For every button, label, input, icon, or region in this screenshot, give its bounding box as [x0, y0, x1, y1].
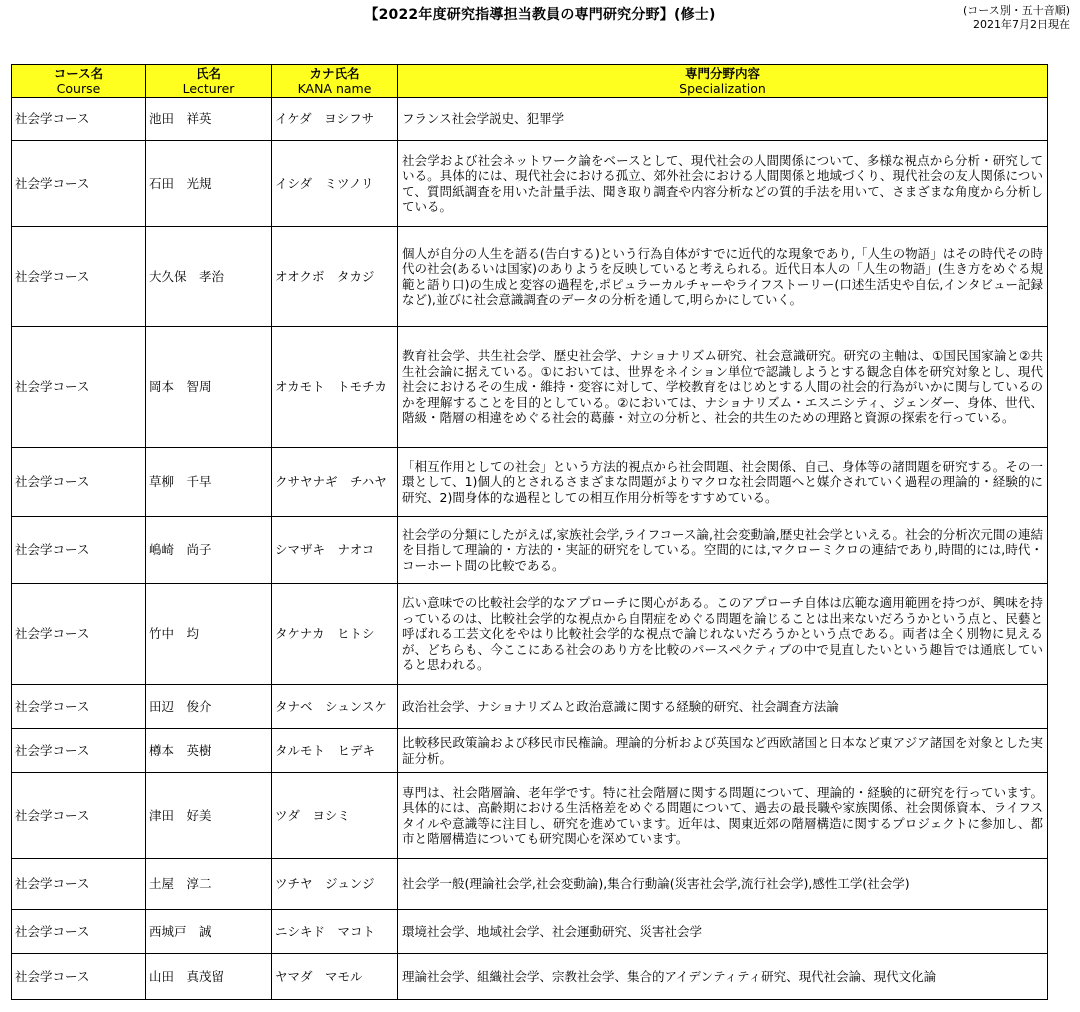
table-row — [12, 141, 1048, 227]
table-row — [12, 448, 1048, 517]
table-row — [12, 685, 1048, 729]
name-cell: 山田 真茂留 — [146, 954, 272, 1000]
course-cell: 社会学コース — [12, 910, 146, 954]
course-cell: 社会学コース — [12, 141, 146, 227]
course-cell: 社会学コース — [12, 448, 146, 517]
name-cell: 竹中 均 — [146, 584, 272, 685]
kana-cell: クサヤナギ チハヤ — [272, 448, 398, 517]
table-row — [12, 910, 1048, 954]
kana-cell: ニシキド マコト — [272, 910, 398, 954]
kana-cell: タナベ シュンスケ — [272, 685, 398, 729]
sort-note: (コース別・五十音順) — [962, 4, 1070, 17]
table-row — [12, 859, 1048, 910]
name-cell: 大久保 孝治 — [146, 227, 272, 327]
name-cell: 石田 光規 — [146, 141, 272, 227]
kana-cell: シマザキ ナオコ — [272, 517, 398, 584]
name-cell: 津田 好美 — [146, 773, 272, 859]
header-kana-ja: カナ氏名 — [309, 66, 360, 81]
spec-cell: フランス社会学説史、犯罪学 — [398, 98, 1048, 141]
table-row — [12, 227, 1048, 327]
kana-cell: オオクボ タカジ — [272, 227, 398, 327]
table-row — [12, 954, 1048, 1000]
page-title: 【2022年度研究指導担当教員の専門研究分野】(修士) — [364, 7, 716, 23]
table-row — [12, 517, 1048, 584]
header-course — [12, 65, 146, 98]
header-lecturer — [146, 65, 272, 98]
kana-cell: タケナカ ヒトシ — [272, 584, 398, 685]
header-specialization — [398, 65, 1048, 98]
header-lecturer-en: Lecturer — [182, 81, 235, 96]
table-row — [12, 584, 1048, 685]
course-cell: 社会学コース — [12, 584, 146, 685]
specialization-table — [11, 64, 1048, 1000]
kana-cell: ヤマダ マモル — [272, 954, 398, 1000]
kana-cell: タルモト ヒデキ — [272, 729, 398, 773]
kana-cell: オカモト トモチカ — [272, 327, 398, 448]
course-cell: 社会学コース — [12, 954, 146, 1000]
header-kana — [272, 65, 398, 98]
spec-cell: 個人が自分の人生を語る(告白する)という行為自体がすでに近代的な現象であり,「人生の物語」はその時代その時代の社会(あるいは国家)のありようを反映していると考えられる。近代日本人の「人生の物語」(生き方をめぐる規範と語り口)の生成と変容の過程を,ポピュラーカルチャーやライフストーリー(口述生活史や自伝,インタビュー記録など),並びに社会意識調査のデータの分析を通して,明らかにしていく。 — [398, 227, 1048, 327]
name-cell: 池田 祥英 — [146, 98, 272, 141]
spec-cell: 比較移民政策論および移民市民権論。理論的分析および英国など西欧諸国と日本など東アジア諸国を対象とした実証分析。 — [398, 729, 1048, 773]
spec-cell: 政治社会学、ナショナリズムと政治意識に関する経験的研究、社会調査方法論 — [398, 685, 1048, 729]
table-header-row — [12, 65, 1048, 98]
kana-cell: イシダ ミツノリ — [272, 141, 398, 227]
spec-cell: 環境社会学、地域社会学、社会運動研究、災害社会学 — [398, 910, 1048, 954]
course-cell: 社会学コース — [12, 327, 146, 448]
name-cell: 田辺 俊介 — [146, 685, 272, 729]
name-cell: 岡本 智周 — [146, 327, 272, 448]
course-cell: 社会学コース — [12, 517, 146, 584]
spec-cell: 教育社会学、共生社会学、歴史社会学、ナショナリズム研究、社会意識研究。研究の主軸は、①国民国家論と②共生社会論に据えている。①においては、世界をネイション単位で認識しようとする観念自体を研究対象とし、現代社会におけるその生成・維持・変容に対して、学校教育をはじめとする人間の社会的行為がいかに関与しているのかを理解することを目的としている。②においては、ナショナリズム・エスニシティ、ジェンダー、身体、世代、階級・階層の相違をめぐる社会的葛藤・対立の分析と、社会的共生のための理路と資源の探索を行っている。 — [398, 327, 1048, 448]
spec-cell: 社会学の分類にしたがえば,家族社会学,ライフコース論,社会変動論,歴史社会学といえる。社会的分析次元間の連結を目指して理論的・方法的・実証的研究をしている。空間的には,マクローミクロの連結であり,時間的には,時代・コーホート間の比較である。 — [398, 517, 1048, 584]
name-cell: 嶋崎 尚子 — [146, 517, 272, 584]
header-course-en: Course — [56, 81, 101, 96]
as-of-date: 2021年7月2日現在 — [973, 18, 1070, 31]
name-cell: 西城戸 誠 — [146, 910, 272, 954]
course-cell: 社会学コース — [12, 773, 146, 859]
header-specialization-ja: 専門分野内容 — [684, 66, 760, 81]
course-cell: 社会学コース — [12, 98, 146, 141]
name-cell: 土屋 淳二 — [146, 859, 272, 910]
table-row — [12, 729, 1048, 773]
header-course-ja: コース名 — [53, 66, 104, 81]
header-kana-en: KANA name — [297, 81, 372, 96]
table-row — [12, 98, 1048, 141]
spec-cell: 広い意味での比較社会学的なアプローチに関心がある。このアプローチ自体は広範な適用範囲を持つが、興味を持っているのは、比較社会学的な視点から自閉症をめぐる問題を論じることは出来ないだろうかという点と、民藝と呼ばれる工芸文化をやはり比較社会学的な視点で論じれないだろうかという点である。両者は全く別物に見えるが、どちらも、今ここにある社会のあり方を比較のパースペクティブの中で見直したいという趣旨では通底していると思われる。 — [398, 584, 1048, 685]
name-cell: 草柳 千早 — [146, 448, 272, 517]
header-lecturer-ja: 氏名 — [195, 66, 221, 81]
header-note — [963, 4, 1070, 32]
kana-cell: ツチヤ ジュンジ — [272, 859, 398, 910]
course-cell: 社会学コース — [12, 227, 146, 327]
course-cell: 社会学コース — [12, 685, 146, 729]
table-row — [12, 773, 1048, 859]
name-cell: 樽本 英樹 — [146, 729, 272, 773]
spec-cell: 「相互作用としての社会」という方法的視点から社会問題、社会関係、自己、身体等の諸問題を研究する。その一環として、1)個人的とされるさまざまな問題がよりマクロな社会問題へと媒介されていく過程の理論的・経験的に研究、2)間身体的な過程としての相互作用分析等をすすめている。 — [398, 448, 1048, 517]
spec-cell: 理論社会学、組織社会学、宗教社会学、集合的アイデンティティ研究、現代社会論、現代文化論 — [398, 954, 1048, 1000]
course-cell: 社会学コース — [12, 729, 146, 773]
spec-cell: 社会学一般(理論社会学,社会変動論),集合行動論(災害社会学,流行社会学),感性工学(社会学) — [398, 859, 1048, 910]
kana-cell: ツダ ヨシミ — [272, 773, 398, 859]
spec-cell: 社会学および社会ネットワーク論をベースとして、現代社会の人間関係について、多様な視点から分析・研究している。具体的には、現代社会における孤立、郊外社会における人間関係と地域づくり、現代社会の友人関係について、質問紙調査を用いた計量手法、聞き取り調査や内容分析などの質的手法を用いて、さまざまな角度から分析している。 — [398, 141, 1048, 227]
kana-cell: イケダ ヨシフサ — [272, 98, 398, 141]
table-row — [12, 327, 1048, 448]
header-specialization-en: Specialization — [679, 81, 766, 96]
spec-cell: 専門は、社会階層論、老年学です。特に社会階層に関する問題について、理論的・経験的に研究を行っています。具体的には、高齢期における生活格差をめぐる問題について、過去の最長職や家族関係、社会関係資本、ライフスタイルや意識等に注目し、研究を進めています。近年は、関東近郊の階層構造に関するプロジェクトに参加し、都市と階層構造についても研究関心を深めています。 — [398, 773, 1048, 859]
course-cell: 社会学コース — [12, 859, 146, 910]
